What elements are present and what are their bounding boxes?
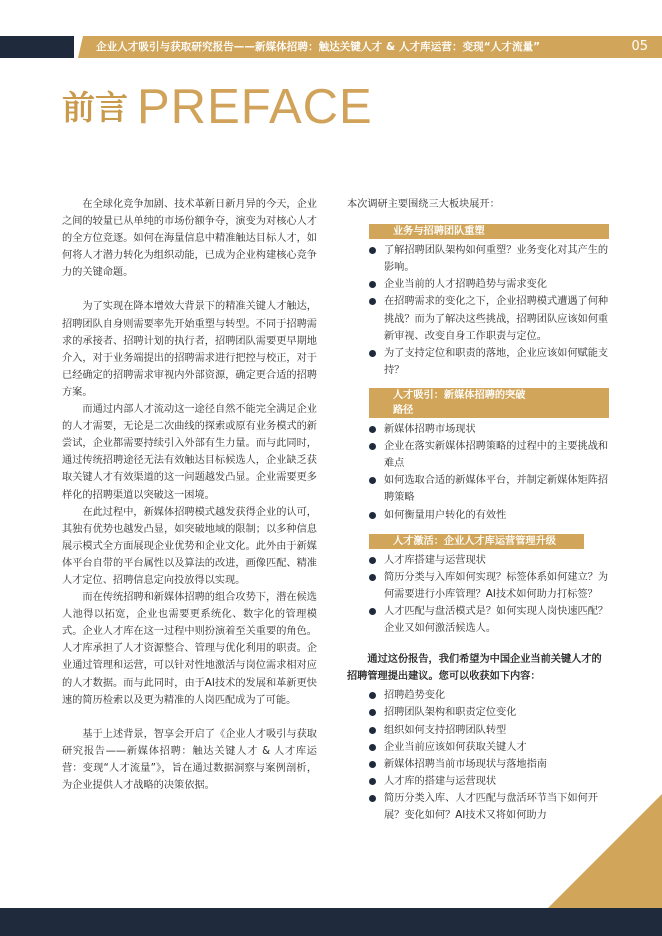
list-item: 新媒体招聘市场现状 (369, 421, 609, 438)
paragraph: 基于上述背景，智享会开启了《企业人才吸引与获取研究报告——新媒体招聘：触达关键人才 & 人才库运营：变现“人才流量”》，旨在通过数据洞察与案例剖析，为企业提供人才战略的决策依据。 (62, 728, 317, 791)
list-item: 人才库的搭建与运营现状 (369, 773, 609, 790)
list-item: 为了支持定位和职责的落地，企业应该如何赋能支持？ (369, 345, 609, 379)
conclusion-text: 通过这份报告，我们希望为中国企业当前关键人才的招聘管理提出建议。您可以收获如下内容： (347, 654, 602, 683)
paragraph: 在此过程中，新媒体招聘模式越发获得企业的认可，其独有优势也越发凸显，如突破地域的限制；以多种信息展示模式全方面展现企业优势和企业文化。此外由于新媒体平台自带的平台属性以及算法的改进，画像匹配、精准人才定位、招聘信息定向投放得以实现。 (62, 506, 317, 586)
list-item: 人才库搭建与运营现状 (369, 552, 609, 569)
list-item: 在招聘需求的变化之下，企业招聘模式遭遇了何种挑战？而为了解决这些挑战，招聘团队应该如何重新审视、改变自身工作职责与定位。 (369, 293, 609, 344)
list-item: 如何衡量用户转化的有效性 (369, 507, 609, 524)
bullet-icon (369, 709, 376, 716)
header-left-bar (0, 36, 74, 58)
bullet-list (369, 242, 609, 379)
footer-bar (0, 908, 662, 936)
list-item: 简历分类与入库如何实现？标签体系如何建立？为何需要进行小库管理？AI技术如何助力打标签？ (369, 569, 609, 603)
list-item: 企业当前的人才招聘趋势与需求变化 (369, 276, 609, 293)
takeaway-list (369, 687, 609, 824)
page-number: 05 (631, 39, 648, 54)
section-heading-talent-attraction: 人才吸引：新媒体招聘的突破路径 (369, 388, 609, 418)
bullet-icon (369, 443, 376, 450)
bullet-icon (369, 574, 376, 581)
bullet-list (369, 421, 609, 524)
list-item: 企业在落实新媒体招聘策略的过程中的主要挑战和难点 (369, 438, 609, 472)
section-heading-talent-activation: 人才激活：企业人才库运营管理升级 (369, 534, 584, 549)
list-item: 如何选取合适的新媒体平台，并制定新媒体矩阵招聘策略 (369, 472, 609, 506)
bullet-icon (369, 608, 376, 615)
list-item: 组织如何支持招聘团队转型 (369, 722, 609, 739)
report-header-title: 企业人才吸引与获取研究报告——新媒体招聘：触达关键人才 & 人才库运营：变现“人才流量” (96, 41, 541, 53)
left-column (62, 196, 317, 794)
paragraph: 为了实现在降本增效大背景下的精准关键人才触达，招聘团队自身则需要率先开始重塑与转型。不同于招聘需求的承接者、招聘计划的执行者，招聘团队需要更早期地介入，对于业务端提出的招聘需求进行把控与校正，对于已经确定的招聘需求审视内外部资源，确定更合适的招聘方案。 (62, 301, 317, 398)
section-heading-team-reshape: 业务与招聘团队重塑 (369, 224, 609, 239)
list-item: 人才匹配与盘活模式是？如何实现人岗快速匹配？企业又如何激活候选人。 (369, 603, 609, 637)
bullet-icon (369, 692, 376, 699)
paragraph: 而在传统招聘和新媒体招聘的组合攻势下，潜在候选人池得以拓宽，企业也需要更系统化、数字化的管理模式。企业人才库在这一过程中则扮演着至关重要的角色。人才库承担了人才资源整合、管理与优化利用的职责。企业通过管理和运营，可以针对性地激活与岗位需求相对应的人才数据。而与此同时，由于AI技术的发展和革新更快速的简历检索以及更为精准的人岗匹配成为了可能。 (62, 592, 317, 706)
list-item: 了解招聘团队架构如何重塑？业务变化对其产生的影响。 (369, 242, 609, 276)
bullet-icon (369, 247, 376, 254)
paragraph: 在全球化竞争加剧、技术革新日新月异的今天，企业之间的较量已从单纯的市场份额争夺，演变为对核心人才的全方位竞逐。如何在海量信息中精准触达目标人才，如何将人才潜力转化为组织动能，已成为企业构建核心竞争力的关键命题。 (62, 199, 317, 279)
bullet-icon (369, 350, 376, 357)
bullet-icon (369, 426, 376, 433)
survey-intro: 本次调研主要围绕三大板块展开： (347, 199, 500, 210)
bullet-icon (369, 281, 376, 288)
bullet-icon (369, 512, 376, 519)
page-title-en: PREFACE (137, 80, 373, 134)
bullet-icon (369, 778, 376, 785)
bullet-icon (369, 727, 376, 734)
bullet-icon (369, 477, 376, 484)
paragraph: 而通过内部人才流动这一途径自然不能完全满足企业的人才需要，无论是二次曲线的探索或原有业务模式的新尝试，企业都需要持续引入外部有生力量。而与此同时，通过传统招聘途径无法有效触达目标候选人，企业缺乏获取关键人才有效渠道的这一问题越发凸显。企业需要更多样化的招聘渠道以突破这一困境。 (62, 404, 317, 501)
bullet-icon (369, 298, 376, 305)
list-item: 企业当前应该如何获取关键人才 (369, 739, 609, 756)
right-column (347, 196, 609, 833)
bullet-icon (369, 795, 376, 802)
bullet-icon (369, 761, 376, 768)
list-item: 新媒体招聘当前市场现状与落地指南 (369, 756, 609, 773)
list-item: 招聘团队架构和职责定位变化 (369, 704, 609, 721)
bullet-icon (369, 744, 376, 751)
bullet-icon (369, 557, 376, 564)
list-item: 简历分类入库、人才匹配与盘活环节当下如何开展？变化如何？AI技术又将如何助力 (369, 790, 609, 824)
page-title-cn: 前言 (62, 88, 128, 127)
bullet-list (369, 552, 609, 637)
list-item: 招聘趋势变化 (369, 687, 609, 704)
